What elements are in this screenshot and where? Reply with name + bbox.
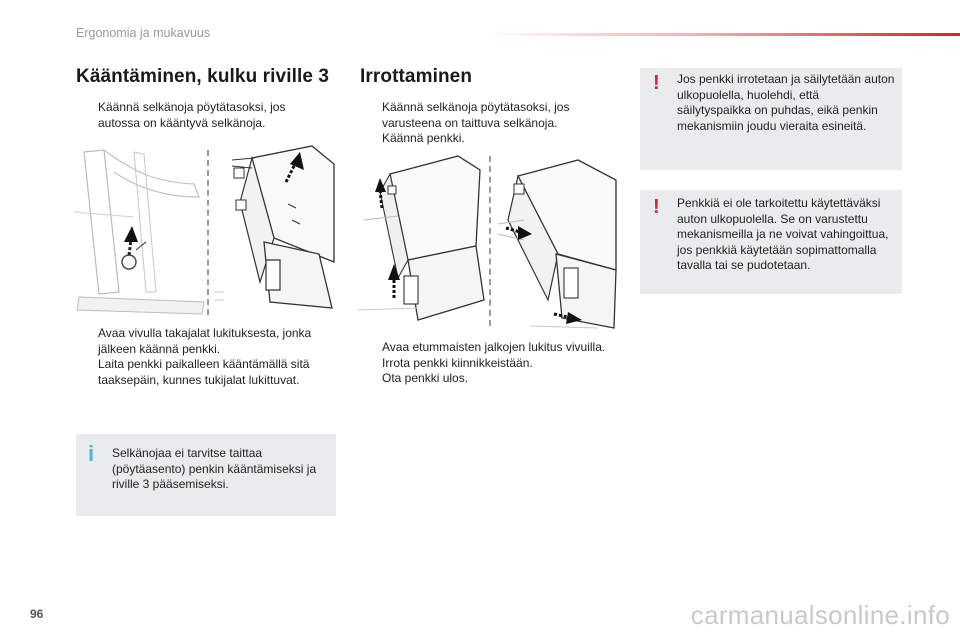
warning-note-usage (640, 190, 902, 294)
warning-note-text: Jos penkki irrotetaan ja säilytetään auton ulkopuolella, huolehdi, että säilytyspaikka on puhdas, eikä penkin mekanismiin joudu vieraita esineitä. (677, 72, 895, 133)
warning-icon: ! (653, 72, 660, 94)
list-item: Laita penkki paikalleen kääntämällä sitä taaksepäin, kunnes tukijalat lukittuvat. (98, 357, 310, 387)
section-title: Ergonomia ja mukavuus (76, 26, 211, 40)
header-rule (480, 33, 960, 36)
left-top-list (76, 100, 316, 131)
list-item: Avaa vivulla takajalat lukituksesta, jonka jälkeen käännä penkki. (98, 326, 312, 356)
figure-divider (489, 156, 491, 326)
watermark: carmanualsonline.info (690, 600, 950, 630)
middle-heading: Irrottaminen (360, 66, 473, 87)
list-item: Ota penkki ulos. (382, 371, 469, 385)
list-item: Käännä penkki. (382, 131, 465, 145)
warning-note-text: Penkkiä ei ole tarkoitettu käytettäväksi auton ulkopuolella. Se on varustettu mekanismeilla ja ne voivat vahingoittua, jos penkkiä käytetään sopimattomalla tavalla tai se pudotetaan. (677, 196, 889, 272)
figure-divider (207, 150, 209, 315)
info-icon: i (88, 441, 95, 466)
left-heading: Kääntäminen, kulku riville 3 (76, 66, 330, 87)
list-item: Käännä selkänoja pöytätasoksi, jos varusteena on taittuva selkänoja. (382, 100, 570, 130)
middle-top-list (360, 100, 600, 147)
left-bottom-list (76, 326, 326, 388)
info-note-text: Selkänojaa ei tarvitse taittaa (pöytäasento) penkin kääntämiseksi ja riville 3 pääsemiseksi. (112, 446, 317, 491)
seat-tilt-illustration (74, 142, 336, 320)
middle-bottom-list (360, 340, 620, 387)
warning-note-storage (640, 68, 902, 170)
list-item: Irrota penkki kiinnikkeistään. (382, 355, 533, 370)
list-item: Käännä selkänoja pöytätasoksi, jos autossa on kääntyvä selkänoja. (98, 100, 286, 130)
info-note (76, 434, 336, 516)
list-item: Avaa etummaisten jalkojen lukitus vivuilla. (382, 340, 606, 354)
warning-icon: ! (653, 196, 660, 218)
page-number: 96 (30, 607, 44, 621)
